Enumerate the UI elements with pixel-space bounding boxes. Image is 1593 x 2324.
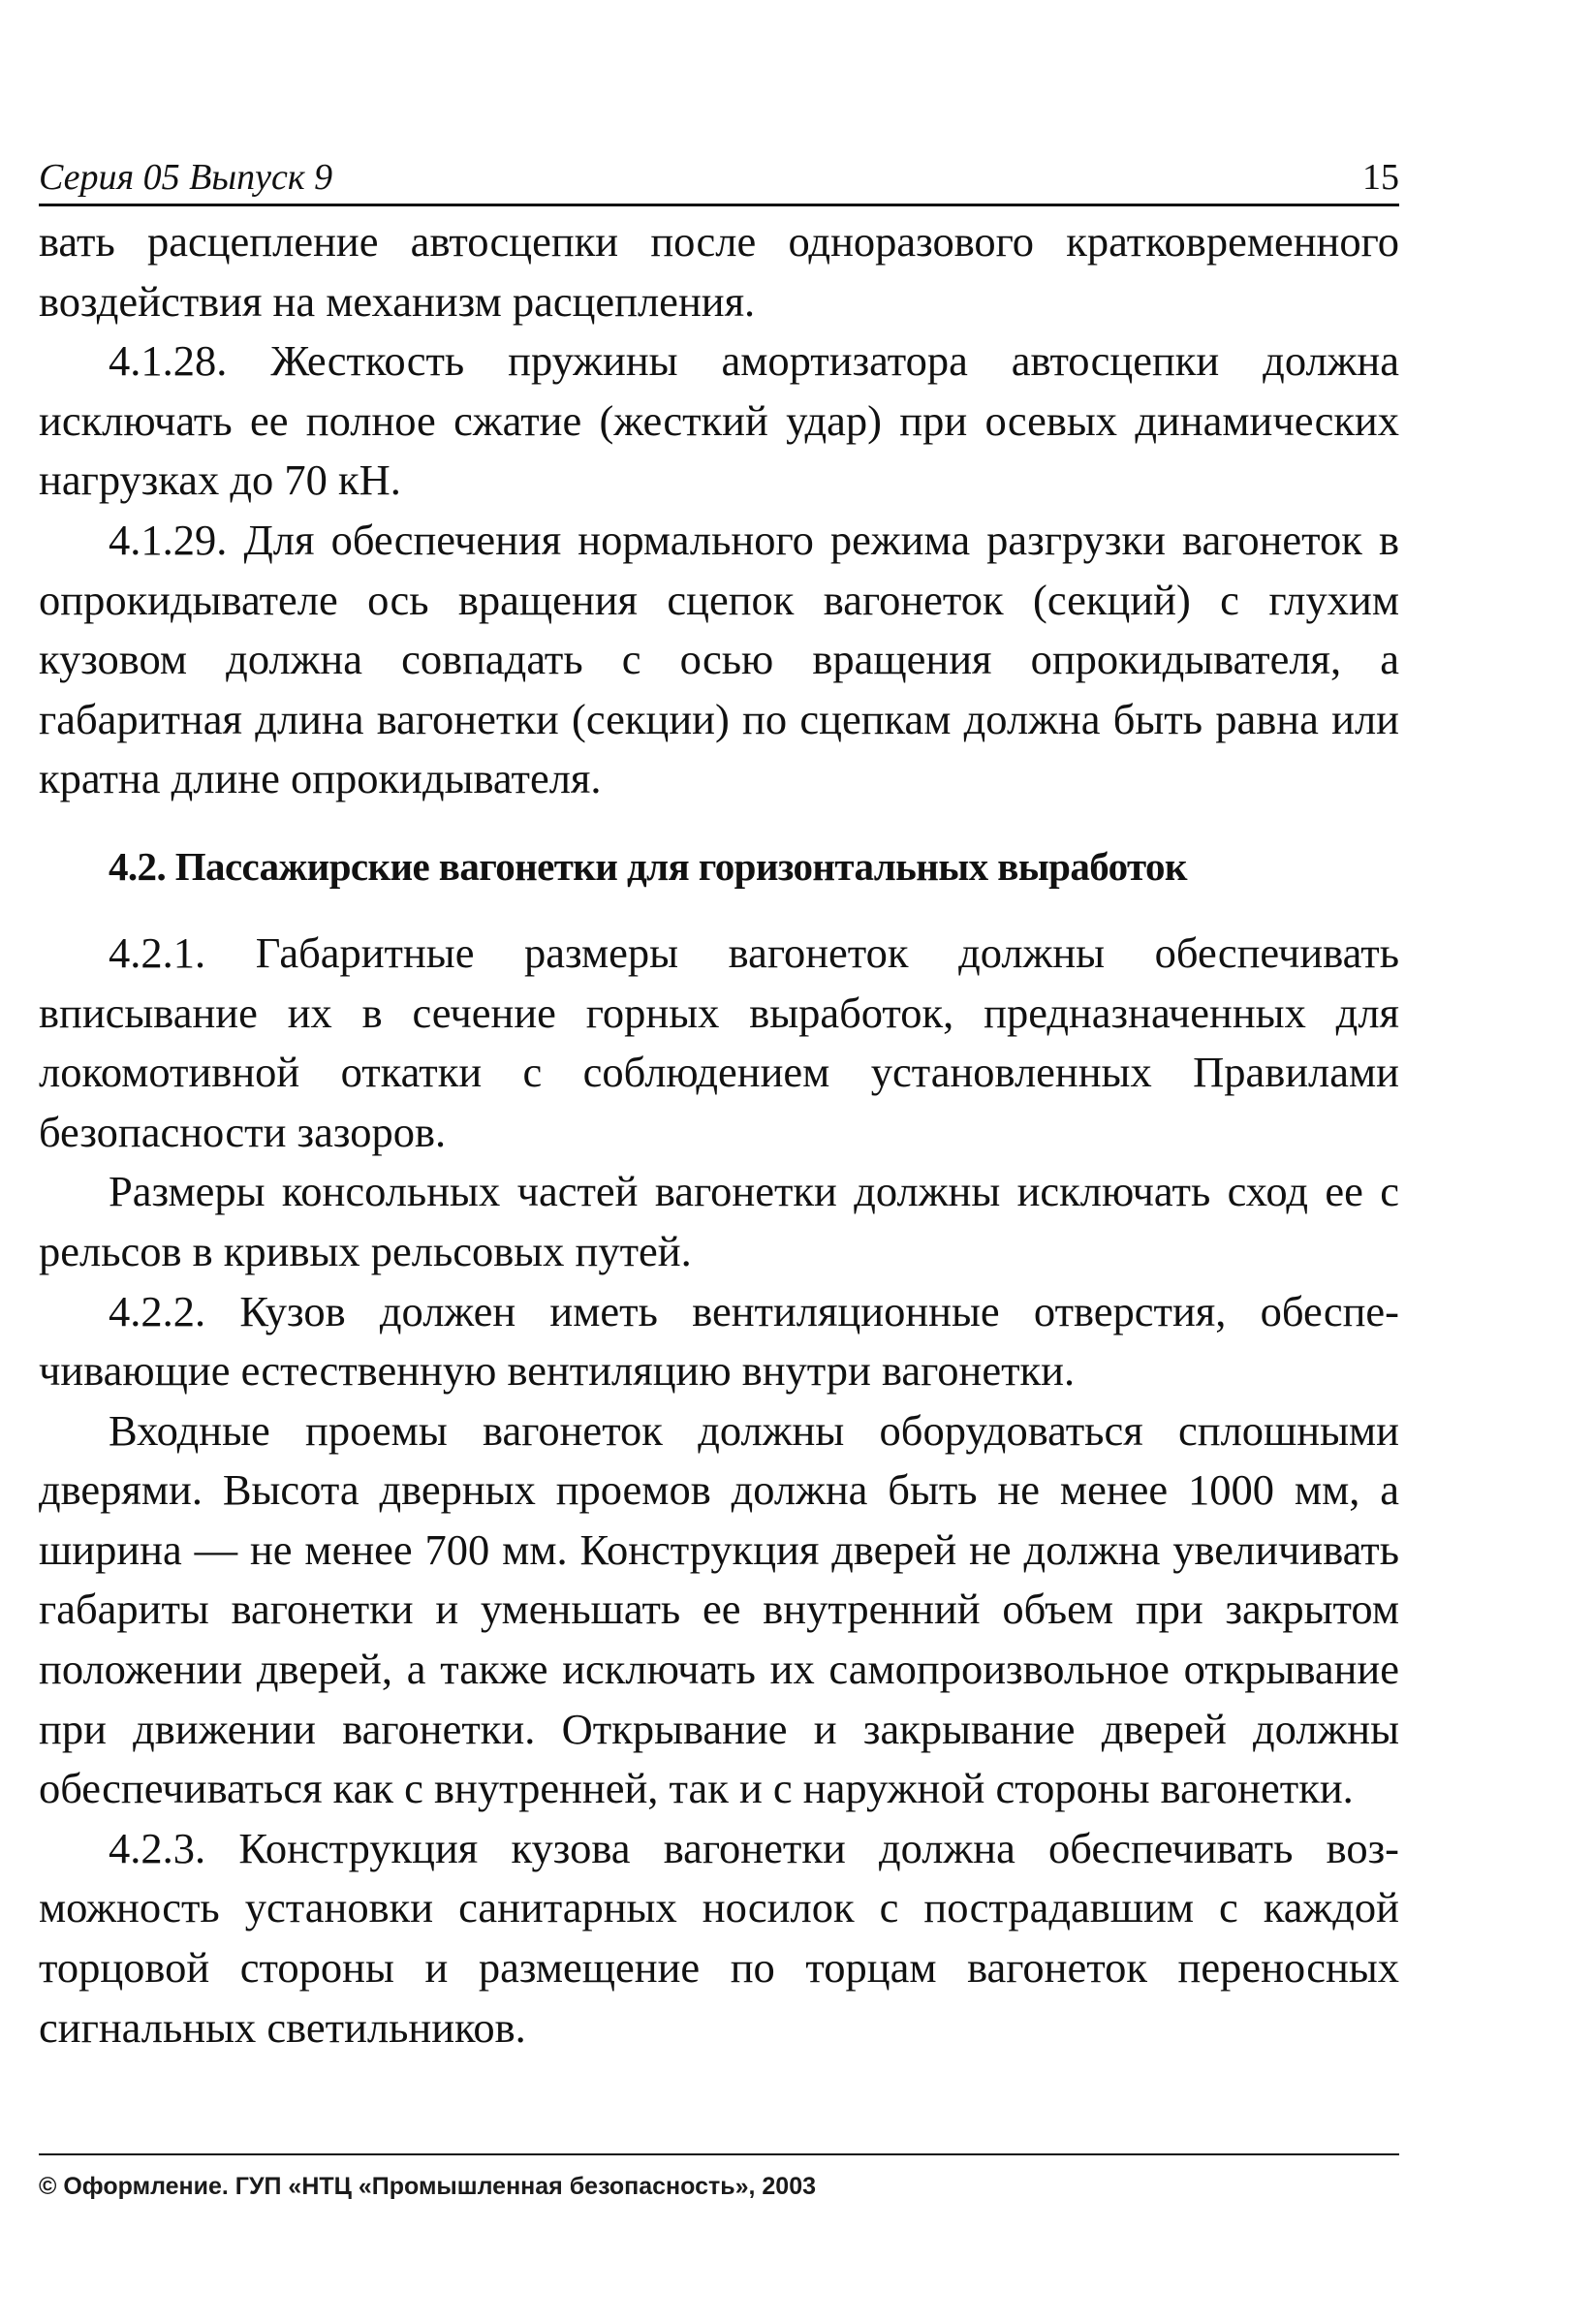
paragraph-4-1-28: 4.1.28. Жесткость пружины амортизатора автосцепки должна исключать ее полное сжатие (жесткий удар) при осевых динамических нагрузках до 70 кН. — [39, 336, 1399, 505]
footer-rule — [39, 2153, 1399, 2155]
paragraph-4-2-1: 4.2.1. Габаритные размеры вагонеток должны обеспечивать вписывание их в сечение горных выработок, предназначенных для локомотивной откатки с соблюдением установленных Правилами безопасности зазоров. — [39, 927, 1399, 1156]
paragraph-4-2-2: 4.2.2. Кузов должен иметь вентиляционные отверстия, обеспечивающие естественную вентиляцию внутри вагонетки. — [39, 1286, 1399, 1396]
paragraph-4-2-3: 4.2.3. Конструкция кузова вагонетки должна обеспечивать возможность установки санитарных носилок с пострадавшим с каждой торцовой стороны и размещение по торцам вагонеток переносных сигнальных светильников. — [39, 1823, 1399, 2052]
paragraph-entry-doors: Входные проемы вагонеток должны оборудоваться сплошными дверями. Высота дверных проемов должна быть не менее 1000 мм, а ширина — не менее 700 мм. Конструкция дверей не должна увеличивать габариты вагонетки и уменьшать ее внутренний объем при закрытом положении дверей, а также исключать их самопроизвольное открывание при движении вагонетки. Открывание и закрывание дверей должны обеспечиваться как с внутренней, так и с наружной стороны вагонетки. — [39, 1405, 1399, 1813]
running-header — [39, 155, 1399, 206]
section-heading-4-2: 4.2. Пассажирские вагонетки для горизонтальных выработок — [109, 843, 1187, 889]
series-title: Серия 05 Выпуск 9 — [39, 157, 333, 198]
page-number: 15 — [1362, 157, 1399, 198]
paragraph-continuation: вать расцепление автосцепки после одноразового кратковременного воздействия на механизм расцепления. — [39, 217, 1399, 326]
document-page — [39, 155, 1399, 2057]
page-footer — [39, 2153, 1399, 2202]
copyright-note: © Оформление. ГУП «НТЦ «Промышленная безопасность», 2003 — [39, 2173, 817, 2200]
paragraph-console-parts: Размеры консольных частей вагонетки должны исключать сход ее с рельсов в кривых рельсовых путей. — [39, 1167, 1399, 1275]
paragraph-4-1-29: 4.1.29. Для обеспечения нормального режима разгрузки вагонеток в опрокидывателе ось вращения сцепок вагонеток (секций) с глухим кузовом должна совпадать с осью вращения опрокидывателя, а габаритная длина вагонетки (секции) по сцепкам должна быть равна или кратна длине опрокидывателя. — [39, 515, 1399, 803]
body-text — [39, 212, 1399, 2057]
